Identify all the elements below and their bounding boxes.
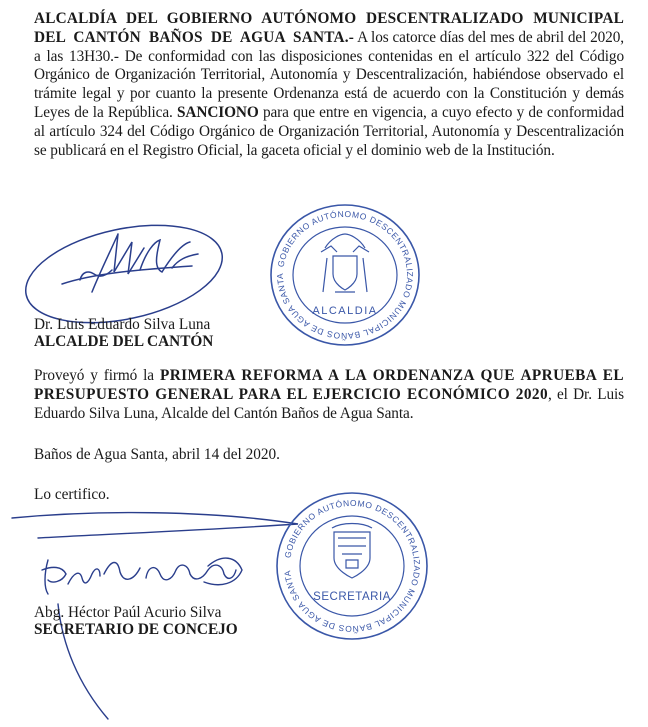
- alcaldia-stamp: [265, 200, 425, 350]
- sanciono-word: SANCIONO: [177, 103, 259, 121]
- enactment-paragraph: [34, 367, 624, 423]
- mayor-signature: [22, 212, 232, 332]
- enactment-text-pre: Proveyó y firmó la: [34, 367, 160, 384]
- mayor-name: Dr. Luis Eduardo Silva Luna: [34, 316, 211, 333]
- secretary-name: Abg. Héctor Paúl Acurio Silva: [34, 604, 222, 621]
- secretaria-stamp-ring-text: GOBIERNO AUTÓNOMO DESCENTRALIZADO MUNICIPAL BAÑOS DE AGUA SANTA: [282, 497, 423, 635]
- mayor-title: ALCALDE DEL CANTÓN: [34, 333, 214, 350]
- enactment-text-post: , el Dr. Luis Eduardo Silva Luna, Alcalde del Cantón Baños de Agua Santa.: [34, 385, 624, 422]
- alcaldia-stamp-label: ALCALDIA: [312, 305, 378, 317]
- issuer-heading: ALCALDÍA DEL GOBIERNO AUTÓNOMO DESCENTRALIZADO MUNICIPAL DEL CANTÓN BAÑOS DE AGUA SANTA.-: [34, 10, 624, 46]
- sanction-text-continued: para que entre en vigencia, a cuyo efecto y de conformidad al artículo 324 del Código Orgánico de Organización Territorial, Autonomía y Descentralización se publicará en el Registro Oficial, la gaceta oficial y el dominio web de la Institución.: [34, 103, 624, 159]
- alcaldia-stamp-ring-text: GOBIERNO AUTÓNOMO DESCENTRALIZADO MUNICIPAL BAÑOS DE AGUA SANTA: [274, 208, 416, 342]
- place-date-line: Baños de Agua Santa, abril 14 del 2020.: [34, 446, 280, 463]
- sanction-paragraph: [34, 10, 624, 160]
- secretary-title: SECRETARIO DE CONCEJO: [34, 621, 238, 638]
- secretaria-stamp: [272, 488, 432, 644]
- coat-of-arms-icon: [321, 234, 369, 292]
- ordinance-title: PRIMERA REFORMA A LA ORDENANZA QUE APRUEBA EL PRESUPUESTO GENERAL PARA EL EJERCICIO ECONÓMICO 2020: [34, 367, 624, 403]
- secretaria-stamp-label: SECRETARIA: [313, 591, 391, 603]
- sanction-text: A los catorce días del mes de abril del 2020, a las 13H30.- De conformidad con las disposiciones contenidas en el artículo 322 del Código Orgánico de Organización Territorial, Autonomía y Descentralización, habiéndose observado el trámite legal y por cuanto la presente Ordenanza está de acuerdo con la Constitución y demás Leyes de la República.: [34, 28, 624, 121]
- municipal-shield-icon: [332, 524, 372, 579]
- certification-line: Lo certifico.: [34, 486, 110, 503]
